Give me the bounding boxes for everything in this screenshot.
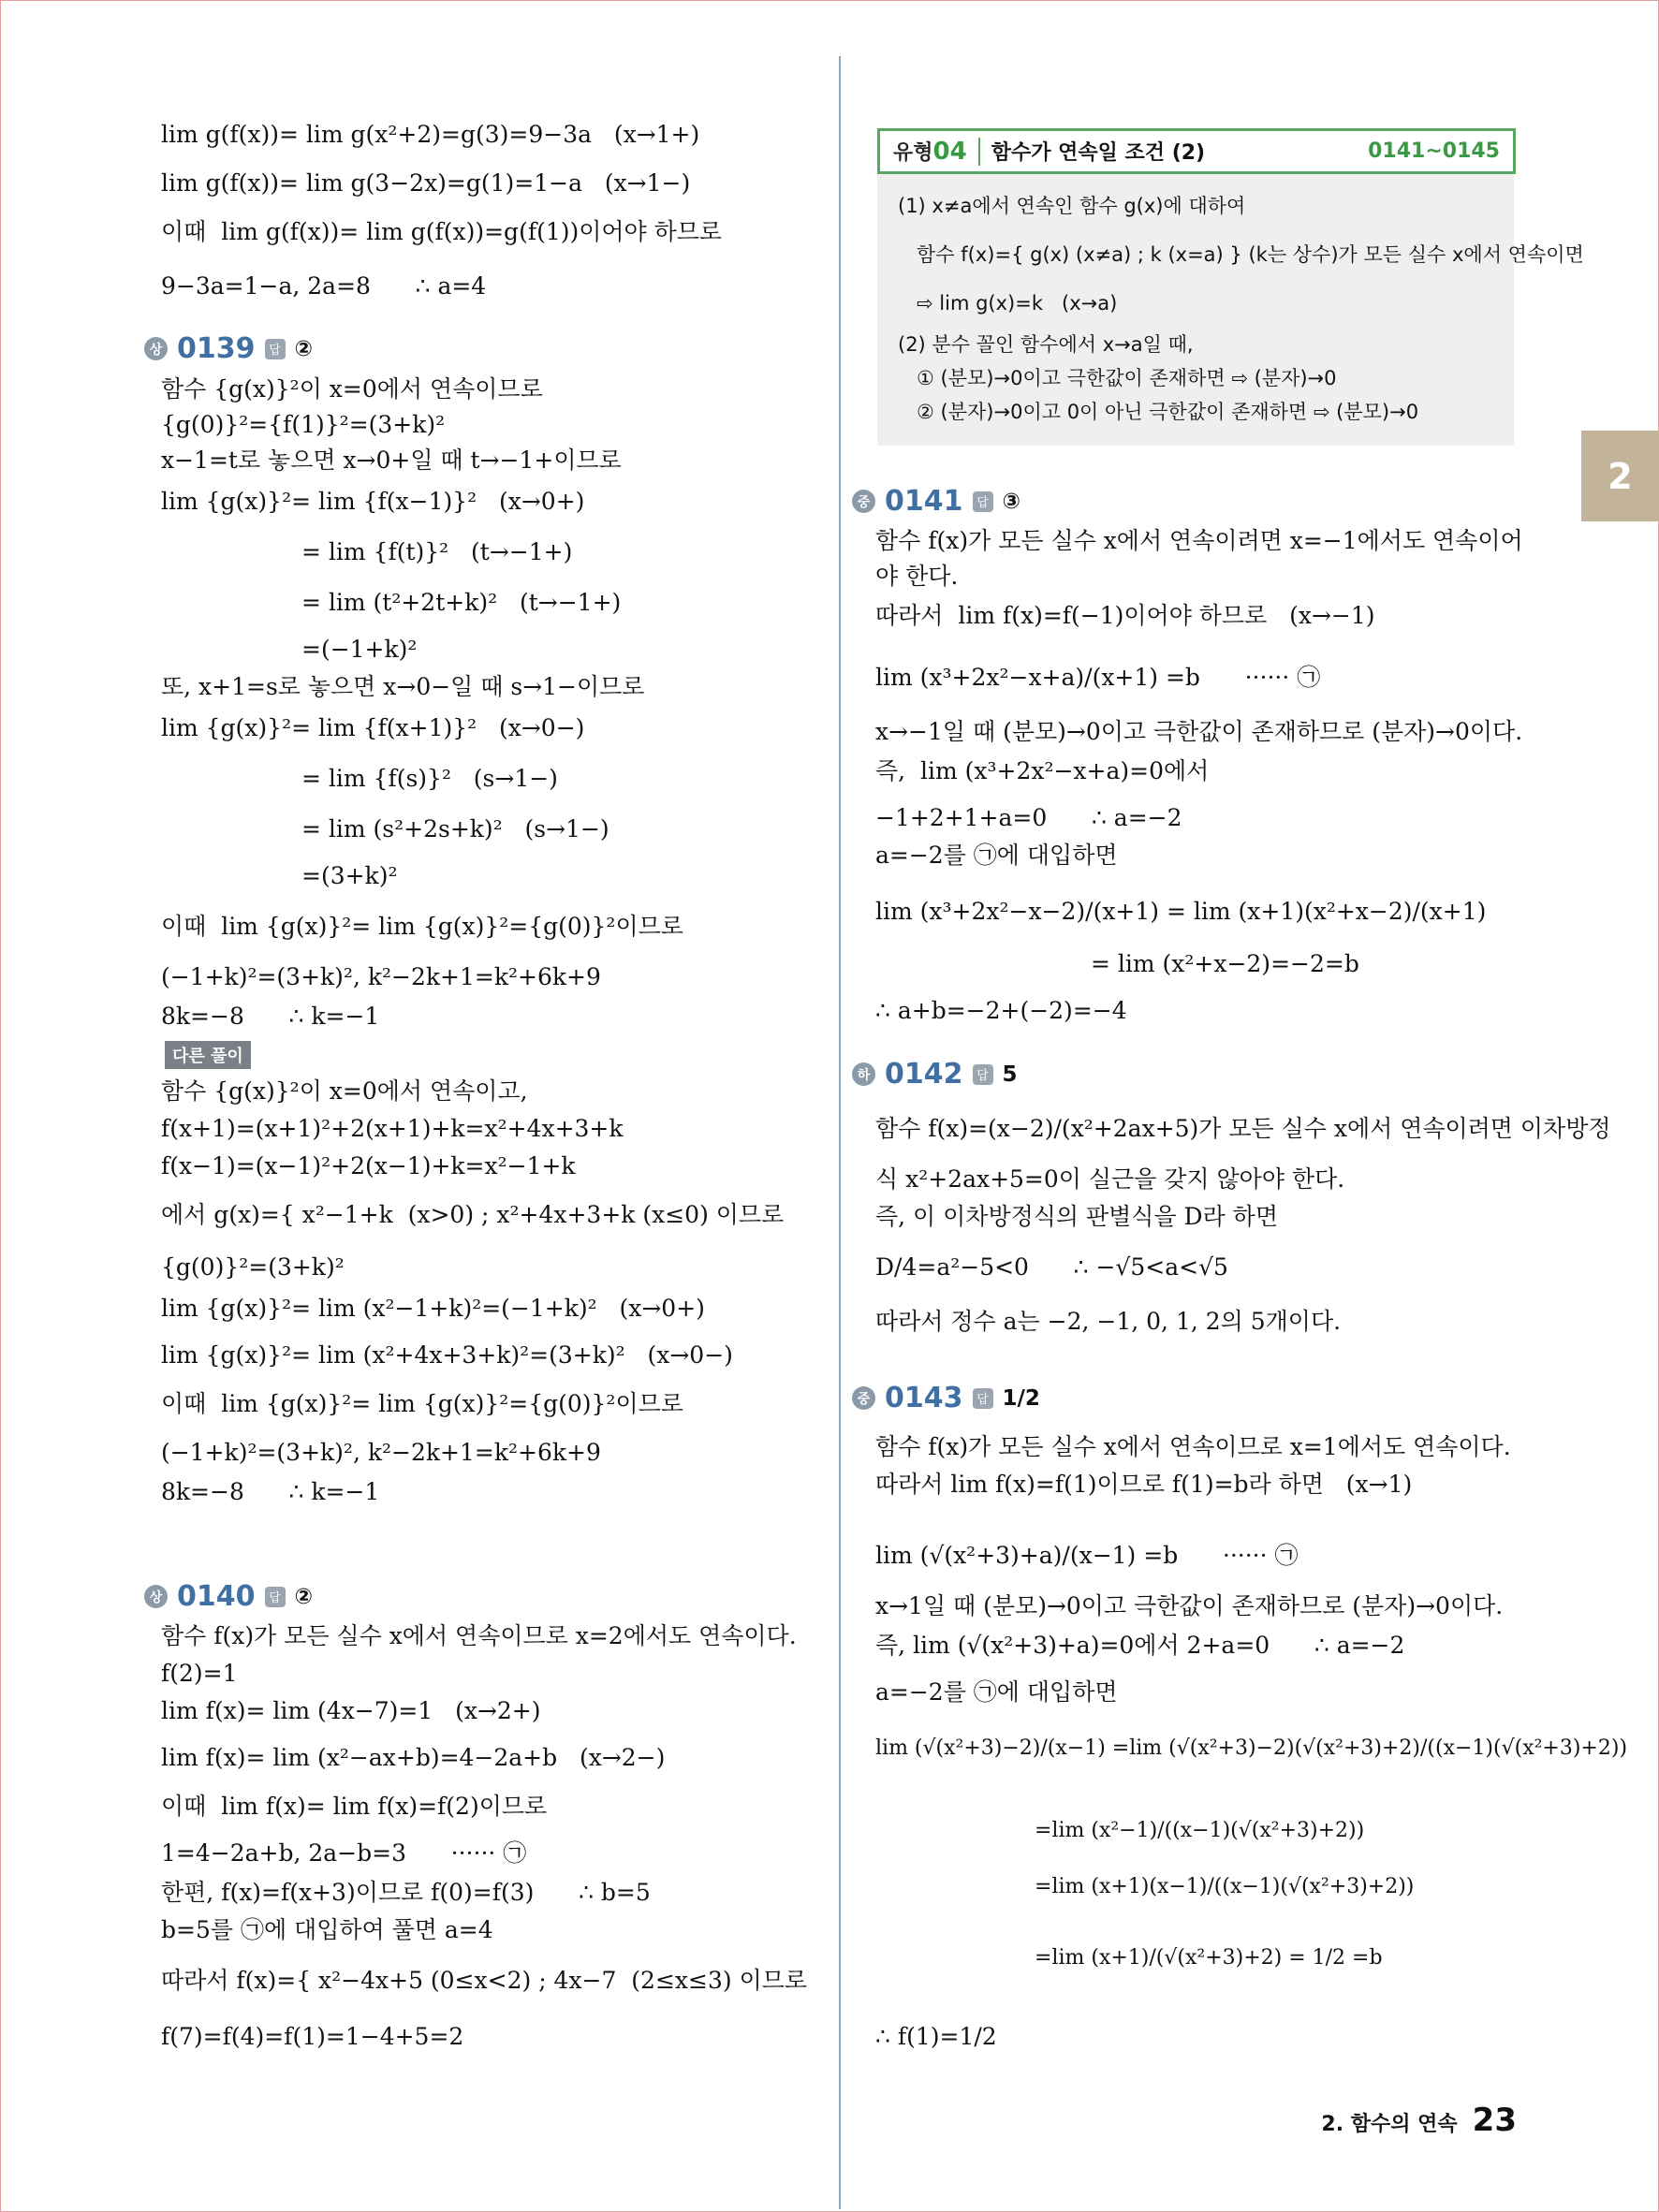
text-line: 한편, f(x)=f(x+3)이므로 f(0)=f(3) ∴ b=5 <box>161 1879 651 1906</box>
answer-label-icon: 답 <box>265 1587 286 1607</box>
text-line: 따라서 lim f(x)=f(−1)이어야 하므로 (x→−1) <box>875 602 1375 629</box>
question-header-0140 <box>144 1580 313 1613</box>
question-header-0142 <box>852 1058 1018 1091</box>
text-line: {g(0)}²={f(1)}²=(3+k)² <box>161 411 446 438</box>
text-line: f(7)=f(4)=f(1)=1−4+5=2 <box>161 2023 464 2050</box>
question-number: 0140 <box>177 1580 256 1613</box>
text-line: 1=4−2a+b, 2a−b=3 ······ ㉠ <box>161 1839 527 1867</box>
type-separator <box>978 138 980 166</box>
question-header-0139 <box>144 332 313 365</box>
text-line: b=5를 ㉠에 대입하여 풀면 a=4 <box>161 1916 493 1943</box>
concept-summary-box <box>877 174 1584 446</box>
difficulty-badge: 상 <box>144 337 168 360</box>
text-line: = lim (t²+2t+k)² (t→−1+) <box>301 589 622 616</box>
text-line: lim {g(x)}²= lim {f(x−1)}² (x→0+) <box>161 488 585 515</box>
text-line: lim f(x)= lim (x²−ax+b)=4−2a+b (x→2−) <box>161 1744 666 1771</box>
answer-value: 1/2 <box>1002 1385 1040 1411</box>
text-line: 식 x²+2ax+5=0이 실근을 갖지 않아야 한다. <box>875 1165 1345 1193</box>
page-number: 23 <box>1472 2102 1517 2139</box>
text-line: lim (x³+2x²−x−2)/(x+1) = lim (x+1)(x²+x−2)/(x+1) <box>875 898 1487 925</box>
text-line: 함수 {g(x)}²이 x=0에서 연속이고, <box>161 1077 528 1105</box>
question-header-0141 <box>852 485 1020 518</box>
type-header-box <box>877 128 1516 174</box>
text-line: =lim (x+1)(x−1)/((x−1)(√(x²+3)+2)) <box>1035 1875 1415 1898</box>
type-title: 함수가 연속일 조건 (2) <box>991 141 1206 165</box>
text-line: =lim (x²−1)/((x−1)(√(x²+3)+2)) <box>1035 1819 1365 1842</box>
summary-line: ⇨ lim g(x)=k (x→a) <box>898 292 1118 315</box>
answer-label-icon: 답 <box>973 1064 993 1085</box>
page-footer <box>1321 2102 1517 2139</box>
text-line: 9−3a=1−a, 2a=8 ∴ a=4 <box>161 272 487 300</box>
text-line: 야 한다. <box>875 563 959 590</box>
text-line: 함수 f(x)가 모든 실수 x에서 연속이려면 x=−1에서도 연속이어 <box>875 527 1523 554</box>
summary-line: ① (분모)→0이고 극한값이 존재하면 ⇨ (분자)→0 <box>898 367 1337 389</box>
text-line: 함수 f(x)가 모든 실수 x에서 연속이므로 x=2에서도 연속이다. <box>161 1622 797 1649</box>
text-line: {g(0)}²=(3+k)² <box>161 1253 345 1281</box>
answer-label-icon: 답 <box>973 491 993 512</box>
column-divider <box>839 56 841 2209</box>
answer-label-icon: 답 <box>265 339 286 359</box>
text-line: 함수 {g(x)}²이 x=0에서 연속이므로 <box>161 375 543 403</box>
text-line: f(x−1)=(x−1)²+2(x−1)+k=x²−1+k <box>161 1152 576 1179</box>
text-line: 또, x+1=s로 놓으면 x→0−일 때 s→1−이므로 <box>161 673 645 700</box>
text-line: = lim {f(s)}² (s→1−) <box>301 765 558 792</box>
text-line: (−1+k)²=(3+k)², k²−2k+1=k²+6k+9 <box>161 963 601 990</box>
text-line: 즉, lim (x³+2x²−x+a)=0에서 <box>875 757 1210 784</box>
text-line: = lim (s²+2s+k)² (s→1−) <box>301 815 609 842</box>
type-number: 04 <box>932 138 967 166</box>
difficulty-badge: 중 <box>852 490 875 513</box>
summary-line: (2) 분수 꼴인 함수에서 x→a일 때, <box>898 333 1194 356</box>
text-line: lim (√(x²+3)+a)/(x−1) =b ······ ㉠ <box>875 1542 1299 1569</box>
question-number: 0141 <box>885 485 963 518</box>
text-line: ∴ a+b=−2+(−2)=−4 <box>875 997 1127 1024</box>
summary-line: (1) x≠a에서 연속인 함수 g(x)에 대하여 <box>898 195 1246 217</box>
text-line: −1+2+1+a=0 ∴ a=−2 <box>875 804 1182 831</box>
summary-line: ② (분자)→0이고 0이 아닌 극한값이 존재하면 ⇨ (분모)→0 <box>898 401 1419 423</box>
type-label <box>880 137 967 166</box>
answer-label-icon: 답 <box>973 1388 993 1409</box>
text-line: 8k=−8 ∴ k=−1 <box>161 1003 380 1030</box>
text-line: lim (x³+2x²−x+a)/(x+1) =b ······ ㉠ <box>875 664 1321 691</box>
question-number: 0139 <box>177 332 256 365</box>
text-line: 따라서 f(x)={ x²−4x+5 (0≤x<2) ; 4x−7 (2≤x≤3) 이므로 <box>161 1967 808 1994</box>
text-line: = lim {f(t)}² (t→−1+) <box>301 538 573 565</box>
difficulty-badge: 중 <box>852 1386 875 1410</box>
text-line: 이때 lim {g(x)}²= lim {g(x)}²={g(0)}²이므로 <box>161 913 683 940</box>
question-number: 0143 <box>885 1382 963 1414</box>
text-line: x−1=t로 놓으면 x→0+일 때 t→−1+이므로 <box>161 447 622 474</box>
answer-value: ② <box>294 1584 313 1609</box>
text-line: 즉, 이 이차방정식의 판별식을 D라 하면 <box>875 1203 1278 1230</box>
text-line: 8k=−8 ∴ k=−1 <box>161 1478 380 1505</box>
text-line: lim g(f(x))= lim g(3−2x)=g(1)=1−a (x→1−) <box>161 169 691 197</box>
text-line: 함수 f(x)=(x−2)/(x²+2ax+5)가 모든 실수 x에서 연속이려면 이차방정 <box>875 1115 1611 1142</box>
difficulty-badge: 하 <box>852 1062 875 1086</box>
alt-solution-tag: 다른 풀이 <box>165 1041 251 1069</box>
text-line: =(−1+k)² <box>301 636 418 663</box>
text-line: f(2)=1 <box>161 1660 238 1687</box>
text-line: a=−2를 ㉠에 대입하면 <box>875 842 1118 869</box>
chapter-side-tab[interactable]: 2 <box>1581 431 1659 521</box>
answer-value: ③ <box>1002 489 1020 514</box>
text-line: x→−1일 때 (분모)→0이고 극한값이 존재하므로 (분자)→0이다. <box>875 718 1523 745</box>
text-line: 이때 lim f(x)= lim f(x)=f(2)이므로 <box>161 1793 548 1820</box>
text-line: =lim (x+1)/(√(x²+3)+2) = 1/2 =b <box>1035 1946 1383 1970</box>
footer-chapter: 2. 함수의 연속 <box>1321 2113 1458 2136</box>
text-line: ∴ f(1)=1/2 <box>875 2023 997 2050</box>
question-number: 0142 <box>885 1058 963 1091</box>
text-line: (−1+k)²=(3+k)², k²−2k+1=k²+6k+9 <box>161 1439 601 1466</box>
text-line: lim {g(x)}²= lim (x²−1+k)²=(−1+k)² (x→0+) <box>161 1295 705 1322</box>
text-line: 따라서 lim f(x)=f(1)이므로 f(1)=b라 하면 (x→1) <box>875 1471 1413 1498</box>
text-line: lim {g(x)}²= lim (x²+4x+3+k)²=(3+k)² (x→0−) <box>161 1341 733 1369</box>
answer-value: 5 <box>1002 1062 1018 1087</box>
text-line: 즉, lim (√(x²+3)+a)=0에서 2+a=0 ∴ a=−2 <box>875 1632 1405 1659</box>
text-line: 따라서 정수 a는 −2, −1, 0, 1, 2의 5개이다. <box>875 1308 1342 1335</box>
text-line: lim (√(x²+3)−2)/(x−1) =lim (√(x²+3)−2)(√(x²+3)+2)/((x−1)(√(x²+3)+2)) <box>875 1736 1628 1760</box>
type-range: 0141~0145 <box>1368 139 1500 163</box>
text-line: D/4=a²−5<0 ∴ −√5<a<√5 <box>875 1253 1228 1281</box>
text-line: lim g(f(x))= lim g(x²+2)=g(3)=9−3a (x→1+) <box>161 121 700 148</box>
text-line: 함수 f(x)가 모든 실수 x에서 연속이므로 x=1에서도 연속이다. <box>875 1433 1511 1460</box>
text-line: 이때 lim g(f(x))= lim g(f(x))=g(f(1))이어야 하므로 <box>161 218 723 245</box>
text-line: lim {g(x)}²= lim {f(x+1)}² (x→0−) <box>161 714 585 741</box>
answer-value: ② <box>294 336 313 361</box>
text-line: a=−2를 ㉠에 대입하면 <box>875 1678 1118 1706</box>
text-line: = lim (x²+x−2)=−2=b <box>1091 950 1359 977</box>
text-line: 이때 lim {g(x)}²= lim {g(x)}²={g(0)}²이므로 <box>161 1390 683 1417</box>
question-header-0143 <box>852 1382 1040 1414</box>
text-line: =(3+k)² <box>301 862 398 889</box>
text-line: f(x+1)=(x+1)²+2(x+1)+k=x²+4x+3+k <box>161 1115 624 1142</box>
type-word: 유형 <box>893 141 933 165</box>
text-line: 에서 g(x)={ x²−1+k (x>0) ; x²+4x+3+k (x≤0) 이므로 <box>161 1201 785 1228</box>
summary-line: 함수 f(x)={ g(x) (x≠a) ; k (x=a) } (k는 상수)가 모든 실수 x에서 연속이면 <box>898 243 1584 266</box>
text-line: x→1일 때 (분모)→0이고 극한값이 존재하므로 (분자)→0이다. <box>875 1592 1504 1619</box>
text-line: lim f(x)= lim (4x−7)=1 (x→2+) <box>161 1697 541 1724</box>
difficulty-badge: 상 <box>144 1585 168 1608</box>
